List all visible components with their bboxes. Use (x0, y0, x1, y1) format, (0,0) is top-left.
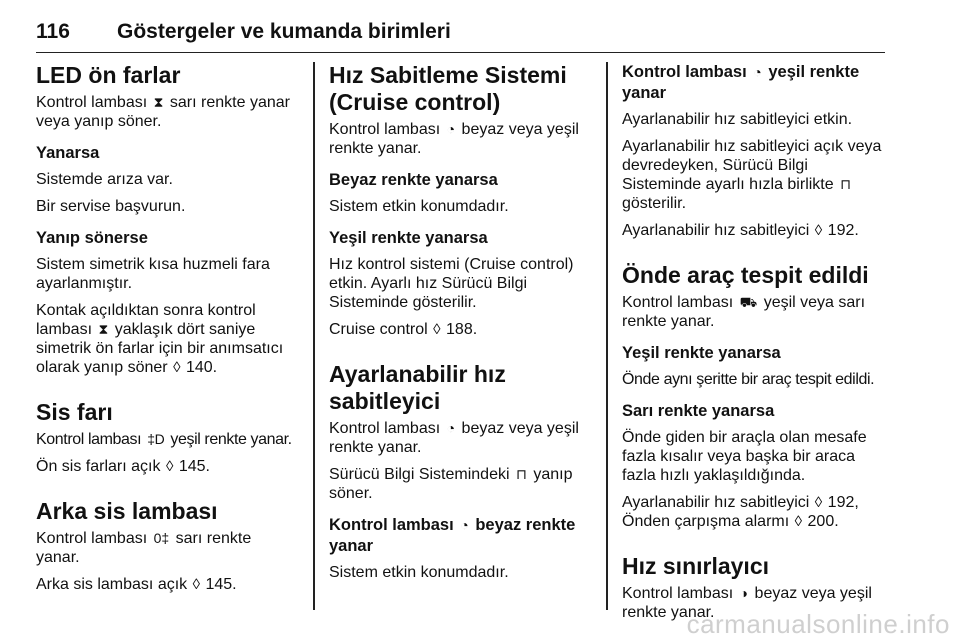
paragraph: Sürücü Bilgi Sistemindeki ⊓ yanıp söner. (329, 466, 573, 502)
column-divider (606, 62, 608, 610)
cruise-icon: ◔ (446, 420, 456, 436)
front-fog-icon: ‡D (147, 431, 165, 447)
subsection-title: Kontrol lambası ◔ beyaz renkte yanar (329, 516, 576, 555)
column-divider (313, 62, 315, 610)
section-title-adjustable: Ayarlanabilir hız sabitleyici (329, 361, 506, 414)
paragraph: Sistem etkin konumdadır. (329, 564, 509, 581)
paragraph: Kontrol lambası ◔ beyaz veya yeşil renkte yanar. (329, 121, 579, 157)
rear-fog-icon: 0‡ (153, 530, 170, 546)
page-reference-icon: ◊ (165, 458, 174, 475)
column-3 (622, 62, 887, 630)
paragraph: Önde giden bir araçla olan mesafe fazla kısalır veya başka bir araca fazla hızlı yaklaşıldığında. (622, 429, 867, 484)
paragraph: Kontrol lambası ⧗ sarı renkte yanar veya yanıp söner. (36, 94, 290, 130)
page-reference-icon: ◊ (433, 321, 441, 338)
paragraph: Kontrol lambası ◑ beyaz veya yeşil renkte yanar. (622, 585, 872, 621)
paragraph: Kontrol lambası ◔ beyaz veya yeşil renkte yanar. (329, 420, 579, 456)
paragraph: Cruise control ◊ 188. (329, 321, 478, 338)
column-2 (329, 62, 591, 590)
page-title: Göstergeler ve kumanda birimleri (117, 20, 451, 43)
paragraph: Ayarlanabilir hız sabitleyici ◊ 192. (622, 222, 859, 239)
paragraph: Bir servise başvurun. (36, 198, 186, 215)
subsection-title: Sarı renkte yanarsa (622, 402, 775, 420)
page-reference-icon: ◊ (192, 576, 201, 593)
paragraph: Sistemde arıza var. (36, 171, 173, 188)
paragraph: Kontak açıldıktan sonra kontrol lambası ⧗ yaklaşık dört saniye simetrik ön farlar için bir anımsatıcı olarak yanıp söner ◊ 140. (36, 302, 284, 376)
subsection-title: Kontrol lambası ◔ yeşil renkte yanar (622, 63, 860, 102)
watermark: carmanualsonline.info (686, 609, 950, 639)
paragraph: Sistem simetrik kısa huzmeli fara ayarlanmıştır. (36, 256, 270, 292)
subsection-title: Yeşil renkte yanarsa (329, 229, 488, 247)
section-title-cruise: Hız Sabitleme Sistemi (Cruise control) (329, 62, 567, 115)
subsection-title: Yanarsa (36, 144, 100, 162)
page-reference[interactable]: 145. (178, 458, 210, 475)
page-reference-icon: ◊ (814, 222, 823, 239)
column-1 (36, 62, 298, 602)
page-reference[interactable]: 140. (185, 359, 218, 376)
section-title-led: LED ön farlar (36, 62, 181, 88)
paragraph: Hız kontrol sistemi (Cruise control) etkin. Ayarlı hız Sürücü Bilgi Sisteminde gösterilir. (329, 256, 574, 311)
paragraph: Kontrol lambası ‡D yeşil renkte yanar. (36, 431, 292, 448)
paragraph: Arka sis lambası açık ◊ 145. (36, 576, 237, 593)
vehicle-ahead-icon: ⛟ (739, 294, 758, 310)
subsection-title: Yeşil renkte yanarsa (622, 344, 781, 362)
led-warning-icon: ⧗ (98, 321, 109, 337)
speed-limit-sign-icon: ⊓ (840, 176, 852, 192)
led-warning-icon: ⧗ (153, 94, 164, 110)
section-title-vehicle-ahead: Önde araç tespit edildi (622, 262, 869, 288)
paragraph: Ayarlanabilir hız sabitleyici açık veya devredeyken, Sürücü Bilgi Sisteminde ayarlı hızla birlikte ⊓ gösterilir. (622, 138, 882, 212)
speed-limit-sign-icon: ⊓ (515, 466, 527, 482)
paragraph: Kontrol lambası 0‡ sarı renkte yanar. (36, 530, 252, 566)
page-reference-icon: ◊ (173, 359, 181, 376)
cruise-icon: ◔ (753, 64, 762, 80)
paragraph: Ayarlanabilir hız sabitleyici ◊ 192, Önden çarpışma alarmı ◊ 200. (622, 494, 859, 530)
cruise-icon: ◔ (460, 517, 469, 533)
page-reference[interactable]: 145. (205, 576, 237, 593)
page-reference[interactable]: 192. (827, 222, 859, 239)
page-reference[interactable]: 200. (807, 513, 839, 530)
page-header (36, 6, 885, 53)
speed-limiter-icon: ◑ (739, 585, 749, 601)
paragraph: Ön sis farları açık ◊ 145. (36, 458, 210, 475)
section-title-fog: Sis farı (36, 399, 113, 425)
page-reference[interactable]: 192, (827, 494, 859, 511)
cruise-icon: ◔ (446, 121, 456, 137)
subsection-title: Yanıp sönerse (36, 229, 148, 247)
page-number: 116 (36, 20, 70, 43)
section-title-rear-fog: Arka sis lambası (36, 498, 218, 524)
subsection-title: Beyaz renkte yanarsa (329, 171, 498, 189)
page-reference[interactable]: 188. (446, 321, 478, 338)
paragraph: Önde aynı şeritte bir araç tespit edildi. (622, 371, 875, 388)
paragraph: Kontrol lambası ⛟ yeşil veya sarı renkte yanar. (622, 294, 866, 330)
section-title-speed-limiter: Hız sınırlayıcı (622, 553, 770, 579)
page-reference-icon: ◊ (794, 513, 803, 530)
page-reference-icon: ◊ (814, 494, 823, 511)
paragraph: Ayarlanabilir hız sabitleyici etkin. (622, 111, 853, 128)
paragraph: Sistem etkin konumdadır. (329, 198, 509, 215)
